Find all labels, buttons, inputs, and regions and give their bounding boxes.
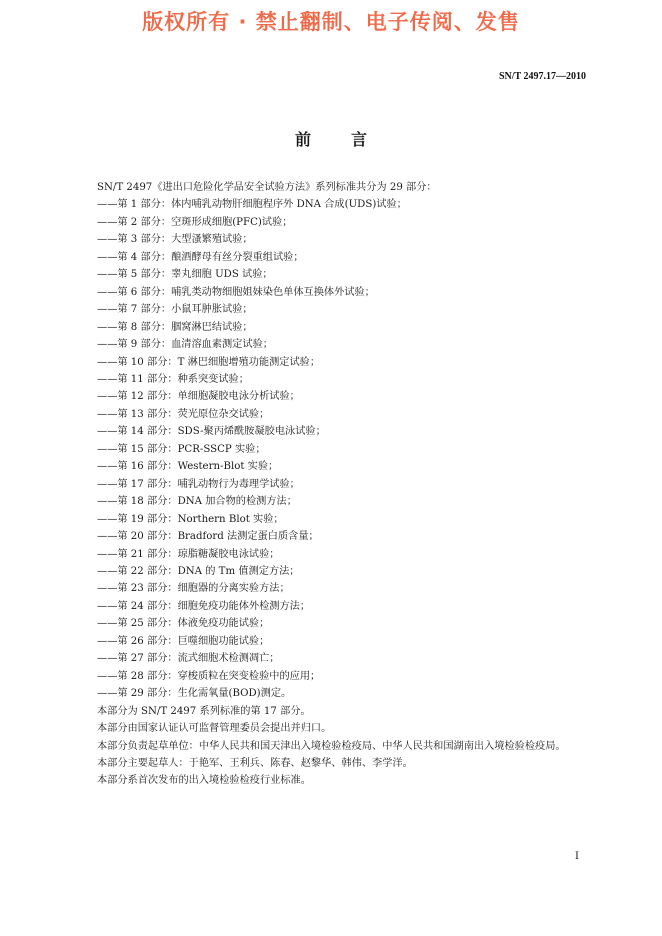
part-list-item: ——第 27 部分：流式细胞术检测凋亡； (97, 653, 280, 665)
part-of-statement: 本部分为 SN/T 2497 系列标准的第 17 部分。 (97, 705, 311, 717)
part-list-item: ——第 7 部分：小鼠耳肿胀试验； (97, 304, 253, 316)
proposed-by-statement: 本部分由国家认证认可监督管理委员会提出并归口。 (97, 723, 332, 735)
part-list-item: ——第 14 部分：SDS-聚丙烯酰胺凝胶电泳试验； (97, 426, 326, 438)
part-list-item: ——第 11 部分：种系突变试验； (97, 373, 249, 385)
drafting-units-statement: 本部分负责起草单位：中华人民共和国天津出入境检验检疫局、中华人民共和国湖南出入境检验检疫局。 (97, 740, 566, 752)
part-list-item: ——第 22 部分：DNA 的 Tm 值测定方法； (97, 565, 300, 577)
drafters-statement: 本部分主要起草人：于艳军、王利兵、陈春、赵黎华、韩伟、李学洋。 (97, 757, 413, 769)
part-list-item: ——第 26 部分：巨噬细胞功能试验； (97, 635, 270, 647)
foreword-body (75, 179, 593, 790)
part-list-item: ——第 17 部分：哺乳动物行为毒理学试验； (97, 478, 300, 490)
watermark-banner: 版权所有 · 禁止翻制、电子传阅、发售 (142, 10, 520, 34)
part-list-item: ——第 25 部分：体液免疫功能试验； (97, 618, 270, 630)
part-list-item: ——第 10 部分：T 淋巴细胞增殖功能测定试验； (97, 356, 321, 368)
part-list-item: ——第 16 部分：Western-Blot 实验； (97, 461, 279, 473)
part-list-item: ——第 28 部分：穿梭质粒在突变检验中的应用； (97, 670, 321, 682)
part-list-item: ——第 19 部分：Northern Blot 实验； (97, 513, 284, 525)
part-list-item: ——第 23 部分：细胞器的分离实验方法； (97, 583, 290, 595)
part-list-item: ——第 1 部分：体内哺乳动物肝细胞程序外 DNA 合成(UDS)试验； (97, 199, 407, 211)
part-list-item: ——第 24 部分：细胞免疫功能体外检测方法； (97, 600, 311, 612)
parts-list (75, 196, 593, 702)
page-title: 前言 (294, 130, 407, 149)
part-list-item: ——第 9 部分：血清溶血素测定试验； (97, 339, 273, 351)
part-list-item: ——第 12 部分：单细胞凝胶电泳分析试验； (97, 391, 300, 403)
part-list-item: ——第 21 部分：琼脂糖凝胶电泳试验； (97, 548, 280, 560)
part-list-item: ——第 5 部分：睾丸细胞 UDS 试验； (97, 269, 273, 281)
part-list-item: ——第 3 部分：大型溞繁殖试验； (97, 234, 253, 246)
part-list-item: ——第 13 部分：荧光原位杂交试验； (97, 408, 270, 420)
part-list-item: ——第 2 部分：空斑形成细胞(PFC)试验； (97, 216, 293, 228)
standard-number: SN/T 2497.17—2010 (498, 71, 586, 82)
part-list-item: ——第 6 部分：哺乳类动物细胞姐妹染色单体互换体外试验； (97, 286, 375, 298)
part-list-item: ——第 29 部分：生化需氧量(BOD)测定。 (97, 688, 292, 700)
part-list-item: ——第 8 部分：腘窝淋巴结试验； (97, 321, 253, 333)
page-number: I (575, 851, 579, 862)
intro-line: SN/T 2497《进出口危险化学品安全试验方法》系列标准共分为 29 部分： (97, 182, 437, 193)
part-list-item: ——第 18 部分：DNA 加合物的检测方法； (97, 496, 297, 508)
first-release-statement: 本部分系首次发布的出入境检验检疫行业标准。 (97, 775, 311, 787)
part-list-item: ——第 20 部分：Bradford 法测定蛋白质含量； (97, 531, 319, 543)
part-list-item: ——第 15 部分：PCR-SSCP 实验； (97, 443, 266, 455)
part-list-item: ——第 4 部分：酿酒酵母有丝分裂重组试验； (97, 251, 304, 263)
